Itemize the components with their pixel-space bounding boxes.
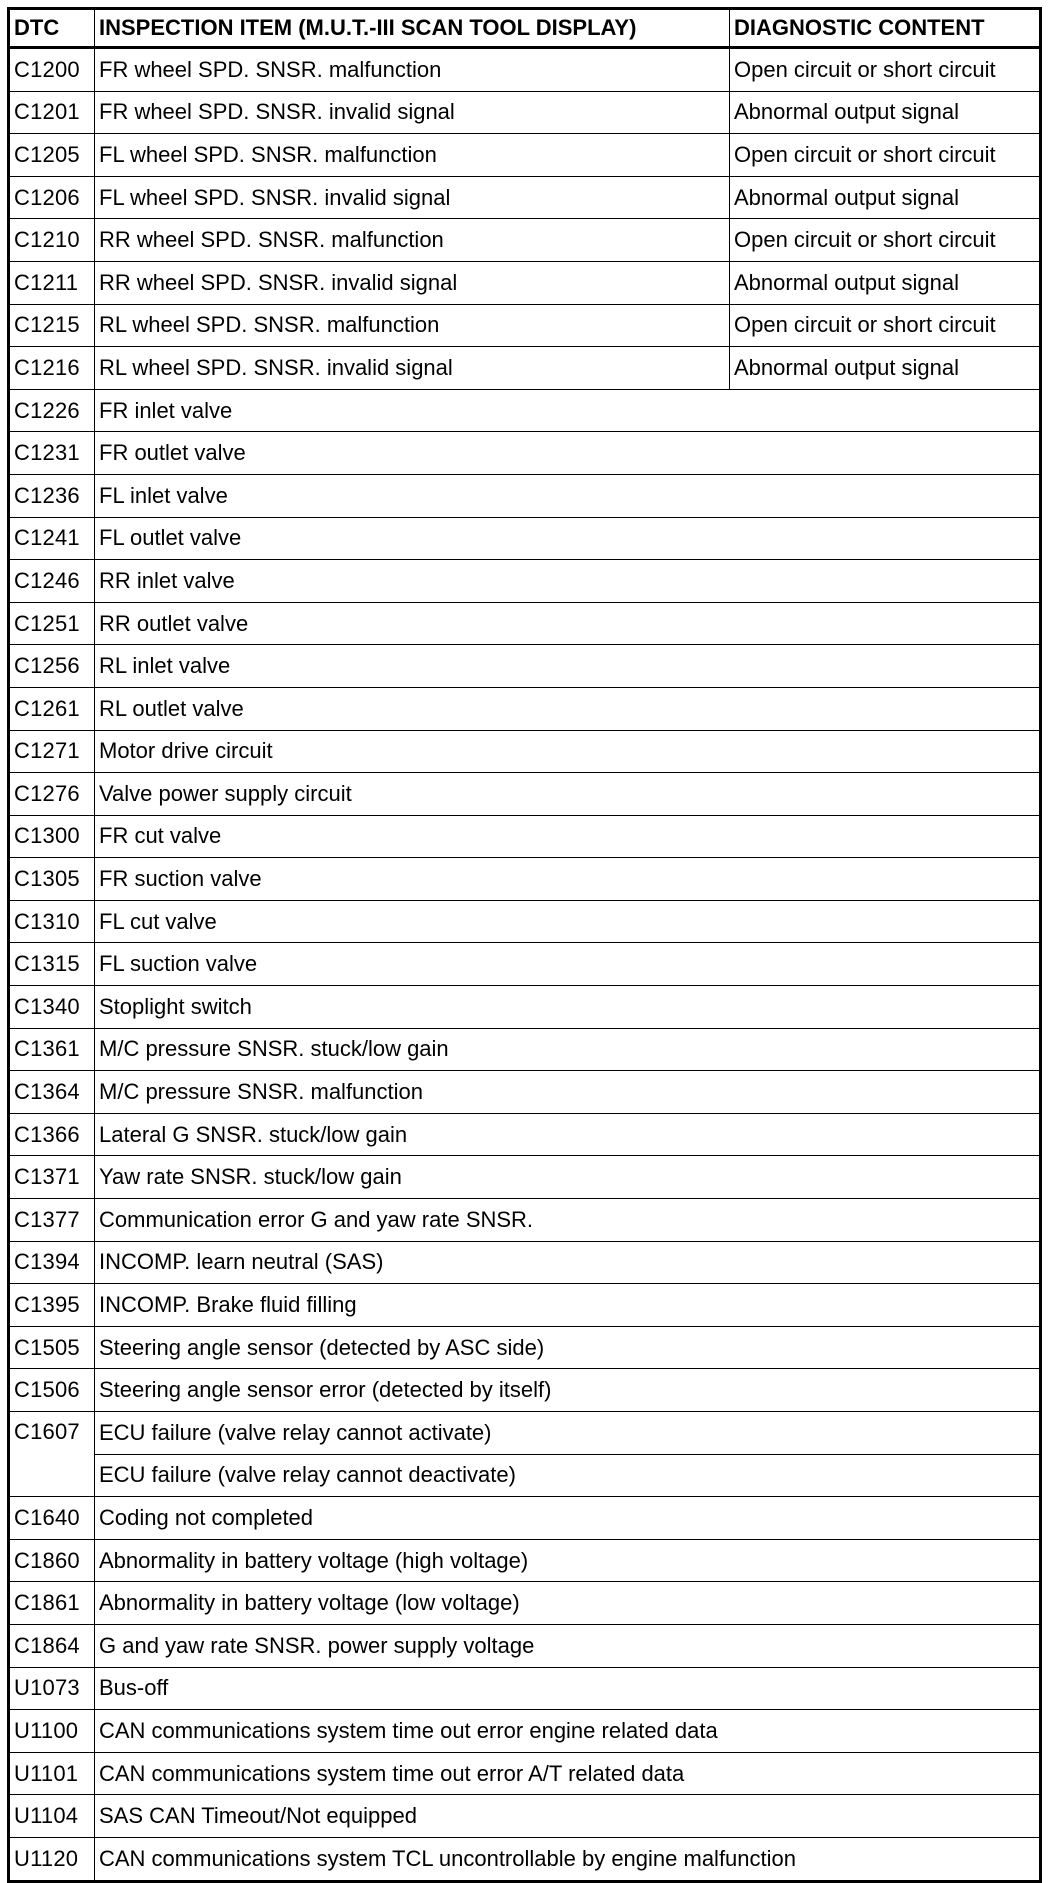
inspection-item: FL cut valve — [95, 900, 1041, 943]
table-row — [9, 1326, 1041, 1369]
table-row — [9, 48, 1041, 92]
inspection-item: Motor drive circuit — [95, 730, 1041, 773]
diagnostic-content: Abnormal output signal — [730, 347, 1041, 390]
dtc-code: C1366 — [9, 1113, 95, 1156]
dtc-code: C1236 — [9, 474, 95, 517]
inspection-item: CAN communications system time out error engine related data — [95, 1710, 1041, 1753]
dtc-code: C1300 — [9, 815, 95, 858]
inspection-item: RL wheel SPD. SNSR. invalid signal — [95, 347, 730, 390]
inspection-item: RR wheel SPD. SNSR. malfunction — [95, 219, 730, 262]
dtc-code: U1073 — [9, 1667, 95, 1710]
dtc-code: C1261 — [9, 687, 95, 730]
table-row — [9, 986, 1041, 1029]
table-row — [9, 432, 1041, 475]
inspection-item: INCOMP. learn neutral (SAS) — [95, 1241, 1041, 1284]
dtc-code: U1100 — [9, 1710, 95, 1753]
diagnostic-content: Abnormal output signal — [730, 91, 1041, 134]
table-row — [9, 1624, 1041, 1667]
dtc-code: C1246 — [9, 560, 95, 603]
table-row — [9, 261, 1041, 304]
inspection-item: FL wheel SPD. SNSR. malfunction — [95, 134, 730, 177]
table-row — [9, 1284, 1041, 1327]
table-row — [9, 1582, 1041, 1625]
dtc-code: C1371 — [9, 1156, 95, 1199]
table-row — [9, 900, 1041, 943]
table-row — [9, 347, 1041, 390]
table-row — [9, 304, 1041, 347]
header-inspection-item: INSPECTION ITEM (M.U.T.-III SCAN TOOL DISPLAY) — [95, 9, 730, 48]
diagnostic-content: Abnormal output signal — [730, 176, 1041, 219]
inspection-item: M/C pressure SNSR. malfunction — [95, 1071, 1041, 1114]
table-row — [9, 1071, 1041, 1114]
dtc-code: C1226 — [9, 389, 95, 432]
dtc-code: C1505 — [9, 1326, 95, 1369]
inspection-item: FR wheel SPD. SNSR. malfunction — [95, 48, 730, 92]
inspection-item: Steering angle sensor (detected by ASC side) — [95, 1326, 1041, 1369]
dtc-code: C1861 — [9, 1582, 95, 1625]
table-row — [9, 176, 1041, 219]
diagnostic-content: Abnormal output signal — [730, 261, 1041, 304]
table-row — [9, 517, 1041, 560]
inspection-item: Bus-off — [95, 1667, 1041, 1710]
dtc-code: C1377 — [9, 1199, 95, 1242]
inspection-item: INCOMP. Brake fluid filling — [95, 1284, 1041, 1327]
dtc-code: C1201 — [9, 91, 95, 134]
inspection-item: Abnormality in battery voltage (low voltage) — [95, 1582, 1041, 1625]
table-row — [9, 1199, 1041, 1242]
dtc-code: C1860 — [9, 1539, 95, 1582]
table-row — [9, 474, 1041, 517]
header-row — [9, 9, 1041, 48]
table-row — [9, 858, 1041, 901]
dtc-code: C1395 — [9, 1284, 95, 1327]
inspection-item: FL suction valve — [95, 943, 1041, 986]
table-row — [9, 1795, 1041, 1838]
dtc-code: C1310 — [9, 900, 95, 943]
dtc-code: C1200 — [9, 48, 95, 92]
inspection-item: SAS CAN Timeout/Not equipped — [95, 1795, 1041, 1838]
dtc-code: C1215 — [9, 304, 95, 347]
inspection-item: Yaw rate SNSR. stuck/low gain — [95, 1156, 1041, 1199]
table-row — [9, 134, 1041, 177]
dtc-code: C1271 — [9, 730, 95, 773]
table-row — [9, 1752, 1041, 1795]
dtc-code: C1205 — [9, 134, 95, 177]
inspection-item: FL wheel SPD. SNSR. invalid signal — [95, 176, 730, 219]
inspection-item: FR inlet valve — [95, 389, 1041, 432]
table-row — [9, 1113, 1041, 1156]
dtc-table-container — [7, 7, 1042, 1883]
inspection-item: G and yaw rate SNSR. power supply voltage — [95, 1624, 1041, 1667]
table-row — [9, 1028, 1041, 1071]
table-row — [9, 602, 1041, 645]
inspection-item: Abnormality in battery voltage (high voltage) — [95, 1539, 1041, 1582]
dtc-code: C1340 — [9, 986, 95, 1029]
table-row — [9, 943, 1041, 986]
dtc-code: C1864 — [9, 1624, 95, 1667]
inspection-item: Communication error G and yaw rate SNSR. — [95, 1199, 1041, 1242]
dtc-table — [7, 7, 1042, 1883]
dtc-code: C1211 — [9, 261, 95, 304]
dtc-code: C1231 — [9, 432, 95, 475]
dtc-code: C1361 — [9, 1028, 95, 1071]
dtc-code: C1394 — [9, 1241, 95, 1284]
table-row — [9, 1241, 1041, 1284]
inspection-item: FL outlet valve — [95, 517, 1041, 560]
inspection-item: RR outlet valve — [95, 602, 1041, 645]
table-row — [9, 1667, 1041, 1710]
inspection-item: Stoplight switch — [95, 986, 1041, 1029]
inspection-item: FR wheel SPD. SNSR. invalid signal — [95, 91, 730, 134]
dtc-code: C1210 — [9, 219, 95, 262]
dtc-code: C1276 — [9, 773, 95, 816]
inspection-item: M/C pressure SNSR. stuck/low gain — [95, 1028, 1041, 1071]
table-row — [9, 1539, 1041, 1582]
inspection-item: ECU failure (valve relay cannot activate) — [95, 1412, 1041, 1455]
table-row — [9, 91, 1041, 134]
dtc-code: C1251 — [9, 602, 95, 645]
inspection-item: Valve power supply circuit — [95, 773, 1041, 816]
inspection-item: Coding not completed — [95, 1497, 1041, 1540]
inspection-item: CAN communications system TCL uncontrollable by engine malfunction — [95, 1837, 1041, 1881]
table-row — [9, 815, 1041, 858]
table-row — [9, 560, 1041, 603]
table-row — [9, 1837, 1041, 1881]
table-row — [9, 730, 1041, 773]
inspection-item: Steering angle sensor error (detected by itself) — [95, 1369, 1041, 1412]
dtc-code: U1101 — [9, 1752, 95, 1795]
table-body — [9, 48, 1041, 1882]
dtc-code: C1640 — [9, 1497, 95, 1540]
table-row — [9, 1497, 1041, 1540]
dtc-code: C1364 — [9, 1071, 95, 1114]
diagnostic-content: Open circuit or short circuit — [730, 219, 1041, 262]
dtc-code: U1120 — [9, 1837, 95, 1881]
diagnostic-content: Open circuit or short circuit — [730, 304, 1041, 347]
dtc-code: C1241 — [9, 517, 95, 560]
inspection-item: RL outlet valve — [95, 687, 1041, 730]
inspection-item: FR cut valve — [95, 815, 1041, 858]
inspection-item: RR wheel SPD. SNSR. invalid signal — [95, 261, 730, 304]
diagnostic-content: Open circuit or short circuit — [730, 48, 1041, 92]
table-row — [9, 219, 1041, 262]
dtc-code: C1607 — [9, 1412, 95, 1497]
inspection-item: Lateral G SNSR. stuck/low gain — [95, 1113, 1041, 1156]
dtc-code: C1315 — [9, 943, 95, 986]
table-row — [9, 645, 1041, 688]
table-row — [9, 1710, 1041, 1753]
inspection-item: CAN communications system time out error A/T related data — [95, 1752, 1041, 1795]
table-row — [9, 1454, 1041, 1497]
inspection-item: ECU failure (valve relay cannot deactivate) — [95, 1454, 1041, 1497]
dtc-code: C1216 — [9, 347, 95, 390]
dtc-code: C1256 — [9, 645, 95, 688]
dtc-code: U1104 — [9, 1795, 95, 1838]
dtc-code: C1305 — [9, 858, 95, 901]
inspection-item: FR suction valve — [95, 858, 1041, 901]
header-dtc: DTC — [9, 9, 95, 48]
inspection-item: RR inlet valve — [95, 560, 1041, 603]
inspection-item: RL inlet valve — [95, 645, 1041, 688]
inspection-item: RL wheel SPD. SNSR. malfunction — [95, 304, 730, 347]
table-row — [9, 1156, 1041, 1199]
table-row — [9, 1412, 1041, 1455]
inspection-item: FL inlet valve — [95, 474, 1041, 517]
table-row — [9, 687, 1041, 730]
header-diagnostic-content: DIAGNOSTIC CONTENT — [730, 9, 1041, 48]
table-row — [9, 1369, 1041, 1412]
dtc-code: C1506 — [9, 1369, 95, 1412]
inspection-item: FR outlet valve — [95, 432, 1041, 475]
dtc-code: C1206 — [9, 176, 95, 219]
table-row — [9, 389, 1041, 432]
table-row — [9, 773, 1041, 816]
diagnostic-content: Open circuit or short circuit — [730, 134, 1041, 177]
